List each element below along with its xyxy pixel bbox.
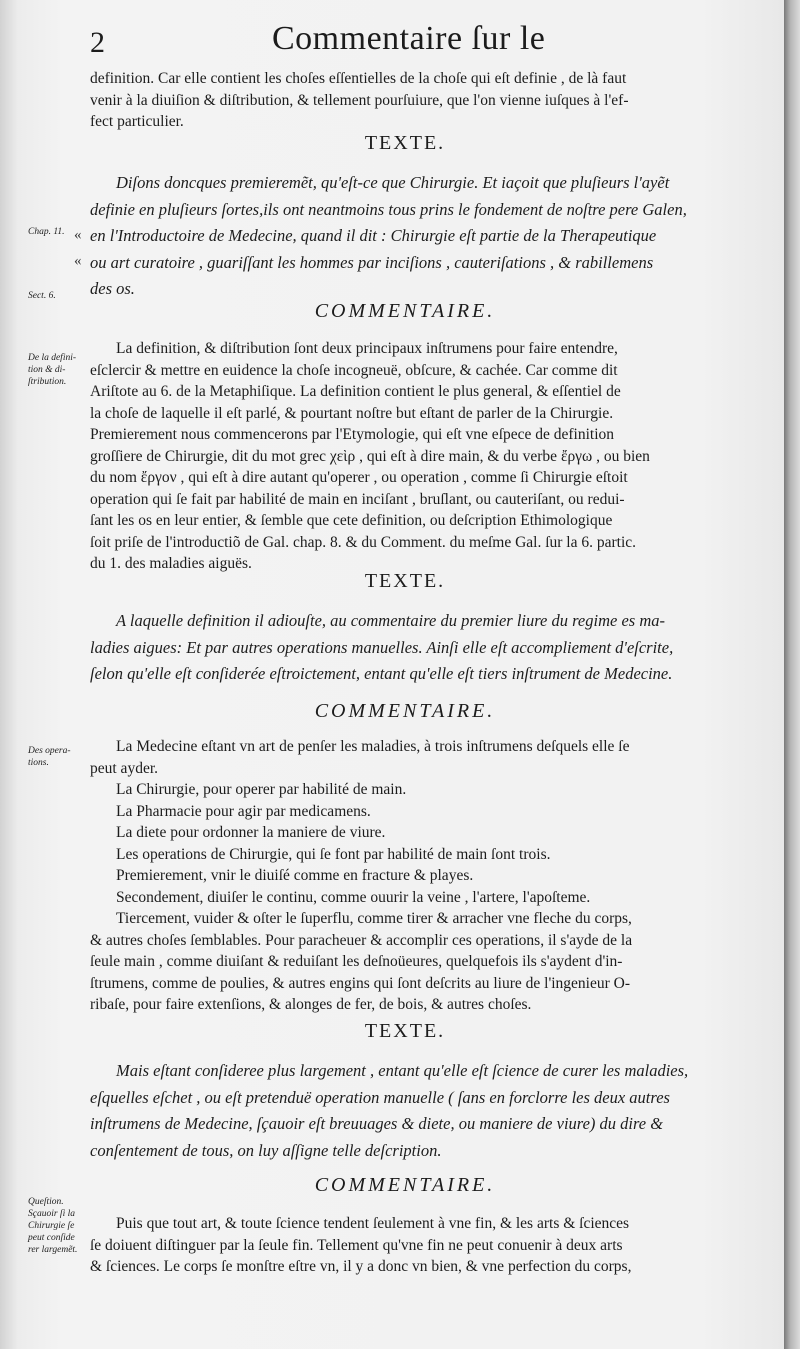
text-line: operation qui ſe fait par habilité de main en inciſant , bruſlant, ou cauteriſant, ou redui-	[90, 490, 625, 508]
margin-note-line: De la defini-	[28, 353, 77, 363]
margin-note: Sect. 6.	[28, 291, 56, 301]
text-line: Ariſtote au 6. de la Metaphiſique. La definition contient le plus general, & eſſentiel de	[90, 383, 621, 400]
text-line: fect particulier.	[90, 113, 184, 130]
text-line: definition. Car elle contient les choſes eſſentielles de la choſe qui eſt definie , de là faut	[90, 70, 627, 87]
text-line: Secondement, diuiſer le continu, comme ouurir la veine , l'artere, l'apoſteme.	[116, 888, 591, 906]
text-line: la choſe de laquelle il eſt parlé, & pourtant noſtre but eſtant de parler de la Chirurgie.	[90, 404, 614, 422]
text-line: des os.	[90, 279, 135, 298]
margin-note-line: tions.	[28, 758, 49, 768]
margin-note-line: tion & di-	[28, 365, 66, 375]
margin-note-line: rer largemẽt.	[28, 1245, 78, 1255]
quote-mark: «	[74, 227, 82, 243]
text-line: La definition, & diſtribution ſont deux principaux inſtrumens pour faire entendre,	[116, 340, 618, 357]
margin-note-line: Queſtion.	[28, 1197, 64, 1207]
text-line: Mais eſtant conſideree plus largement , entant qu'elle eſt ſcience de curer les maladies,	[116, 1061, 689, 1080]
text-line: ſtrumens, comme de poulies, & autres engins qui ſont deſcrits au liure de l'ingenieur O-	[90, 974, 630, 992]
text-line: eſclercir & mettre en euidence la choſe incogneuë, obſcure, & cachée. Car comme dit	[90, 361, 618, 379]
texte-paragraph	[90, 1058, 720, 1164]
text-line: inſtrumens de Medecine, ſçauoir eſt breuuages & diete, ou maniere de viure) du dire &	[90, 1114, 664, 1133]
text-line: en l'Introductoire de Medecine, quand il dit : Chirurgie eſt partie de la Therapeutique	[90, 226, 657, 245]
texte-paragraph	[90, 608, 720, 688]
text-line: Diſons doncques premieremẽt, qu'eſt-ce que Chirurgie. Et iaçoit que pluſieurs l'ayẽt	[116, 173, 670, 192]
margin-note-line: ſtribution.	[28, 377, 67, 387]
texte-paragraph	[90, 170, 720, 303]
text-line: definie en pluſieurs ſortes,ils ont neantmoins tous prins le fondement de noſtre pere Galen,	[90, 199, 687, 219]
text-line: ſeule main , comme diuiſant & reduiſant les deſnoüeures, quelquefois ils s'aydent d'in-	[90, 953, 623, 970]
text-line: conſentement de tous, on luy aſſigne telle deſcription.	[90, 1140, 442, 1160]
text-line: ſant les os en leur entier, & ſemble que cete definition, ou deſcription Ethimologique	[90, 512, 613, 529]
text-line: ſoit priſe de l'introductiõ de Gal. chap. 8. & du Comment. du meſme Gal. ſur la 6. partic.	[90, 533, 637, 551]
text-line: Puis que tout art, & toute ſcience tendent ſeulement à vne fin, & les arts & ſciences	[116, 1215, 630, 1232]
running-title: Commentaire ſur le	[272, 20, 546, 57]
text-line: ribaſe, pour faire extenſions, & alonges de fer, de bois, & autres choſes.	[90, 996, 532, 1013]
text-line: Premierement, vnir le diuiſé comme en fracture & playes.	[116, 867, 474, 884]
text-line: A laquelle definition il adiouſte, au commentaire du premier liure du regime es ma-	[116, 611, 665, 630]
text-line: ladies aigues: Et par autres operations manuelles. Ainſi elle eſt accompliement d'eſcrite,	[90, 637, 674, 657]
text-line: eſquelles eſchet , ou eſt pretenduë operation manuelle ( ſans en forclorre les deux autres	[90, 1087, 670, 1107]
text-line: & autres choſes ſemblables. Pour paracheuer & accomplir ces operations, il s'ayde de la	[90, 931, 633, 949]
margin-note: Chap. 11.	[28, 227, 65, 237]
text-line: La Pharmacie pour agir par medicamens.	[116, 802, 371, 820]
text-line: du nom ἔργον , qui eſt à dire autant qu'operer , ou operation , comme ſi Chirurgie eſtoit	[90, 469, 628, 486]
margin-note	[28, 352, 76, 388]
text-line: La Chirurgie, pour operer par habilité de main.	[116, 781, 407, 798]
commentaire-paragraph	[90, 1213, 720, 1278]
text-line: peut ayder.	[90, 759, 159, 777]
text-line: venir à la diuiſion & diſtribution, & tellement pourſuiure, que l'on vienne iuſques à l'ef-	[90, 91, 629, 109]
text-line: du 1. des maladies aiguës.	[90, 555, 252, 572]
text-line: groſſiere de Chirurgie, dit du mot grec χεὶρ , qui eſt à dire main, & du verbe ἔργω , ou bien	[90, 447, 650, 465]
text-line: La Medecine eſtant vn art de penſer les maladies, à trois inſtrumens deſquels elle ſe	[116, 738, 630, 755]
text-line: Premierement nous commencerons par l'Etymologie, qui eſt vne eſpece de definition	[90, 426, 615, 443]
text-line: La diete pour ordonner la maniere de viure.	[116, 824, 386, 841]
quote-mark: «	[74, 253, 82, 269]
commentaire-paragraph	[90, 736, 720, 1016]
text-line: ou art curatoire , guariſſant les hommes par inciſions , cauteriſations , & rabillemens	[90, 252, 654, 272]
margin-note-line: peut conſide	[28, 1233, 75, 1243]
text-line: Tiercement, vuider & oſter le ſuperflu, comme tirer & arracher vne fleche du corps,	[116, 910, 632, 927]
page-edge	[784, 0, 800, 1349]
section-heading-texte: TEXTE.	[364, 132, 446, 154]
commentaire-paragraph	[90, 338, 720, 575]
page-number: 2	[90, 26, 105, 59]
section-heading-commentaire: COMMENTAIRE.	[314, 1174, 496, 1196]
margin-note	[28, 745, 70, 769]
margin-note-line: Sçauoir ſi la	[28, 1209, 75, 1219]
text-line: Les operations de Chirurgie, qui ſe font par habilité de main ſont trois.	[116, 845, 551, 863]
margin-note-line: Des opera-	[28, 746, 71, 756]
section-heading-commentaire: COMMENTAIRE.	[314, 700, 496, 722]
intro-paragraph	[90, 68, 720, 133]
text-line: & ſciences. Le corps ſe monſtre eſtre vn, il y a donc vn bien, & vne perfection du corps,	[90, 1258, 632, 1275]
text-line: ſe doiuent diſtinguer par la ſeule fin. Tellement qu'vne fin ne peut conuenir à deux arts	[90, 1236, 623, 1254]
margin-note-line: Chirurgie ſe	[28, 1221, 75, 1231]
section-heading-texte: TEXTE.	[364, 1020, 446, 1042]
text-line: ſelon qu'elle eſt conſiderée eſtroictement, entant qu'elle eſt tiers inſtrument de Medecine.	[90, 664, 673, 683]
margin-note	[28, 1196, 77, 1256]
section-heading-texte: TEXTE.	[364, 570, 446, 592]
section-heading-commentaire: COMMENTAIRE.	[314, 300, 496, 322]
